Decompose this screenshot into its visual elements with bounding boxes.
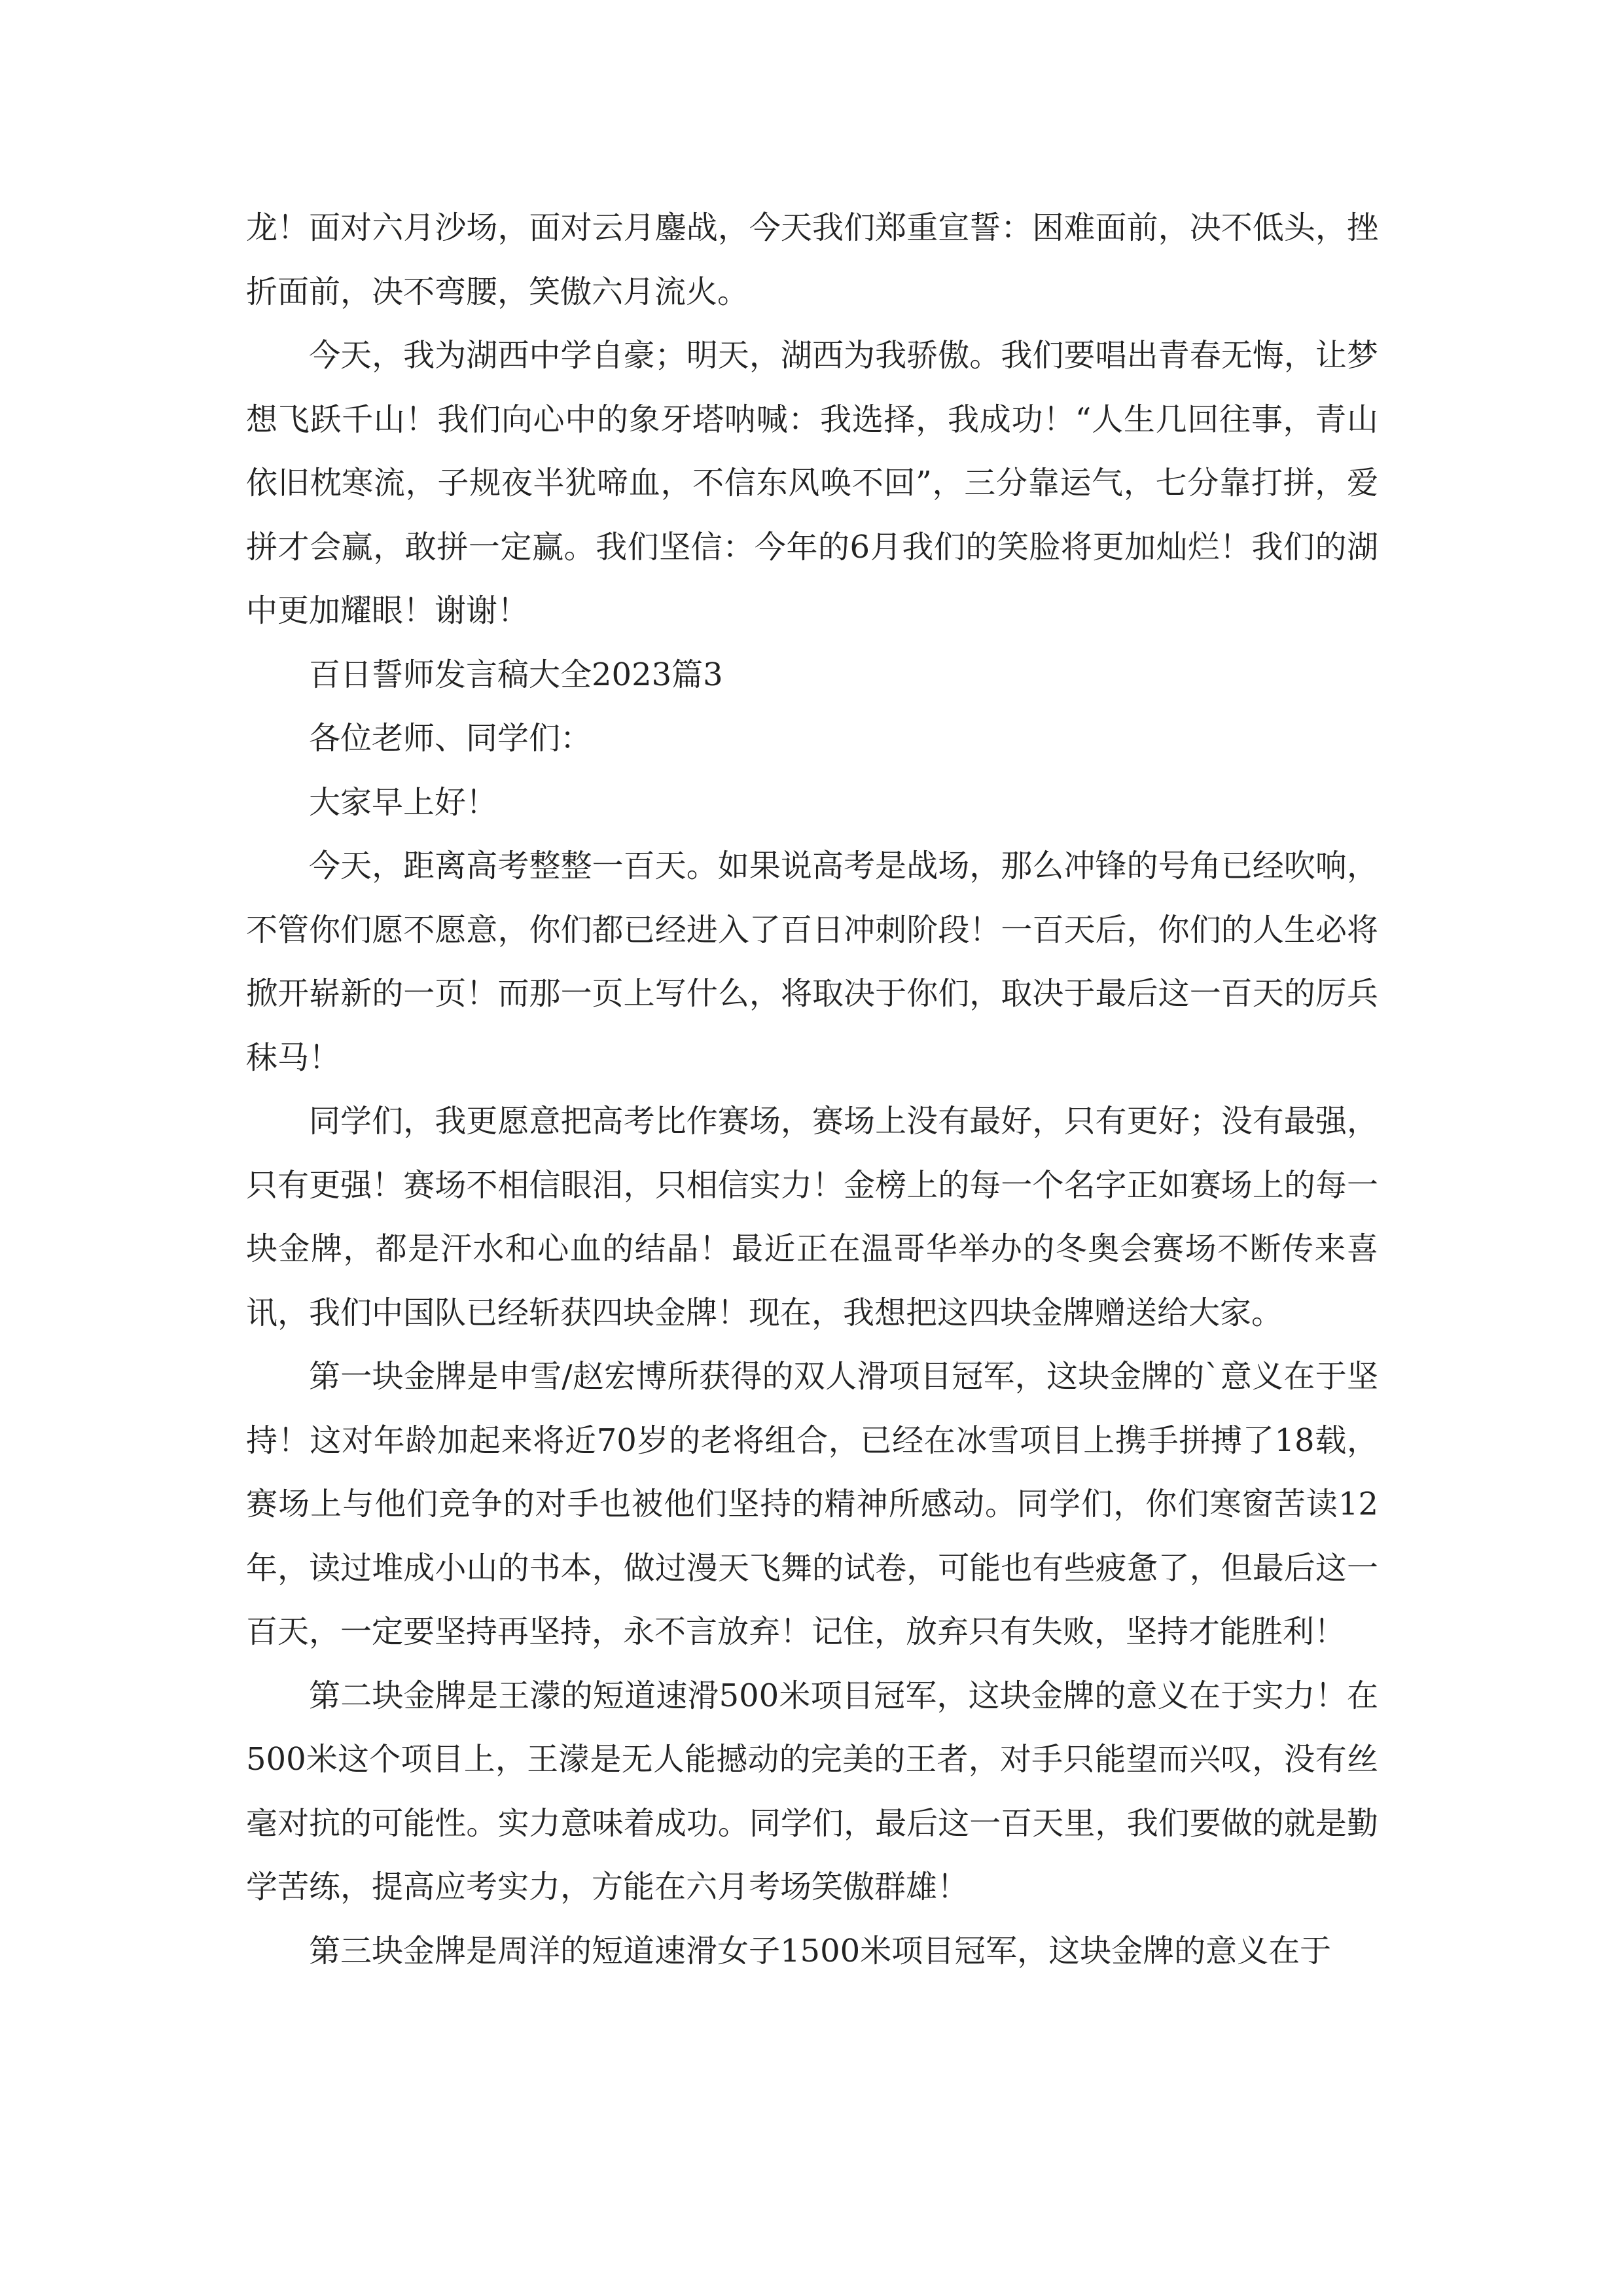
salutation: 各位老师、同学们： xyxy=(309,720,592,757)
greeting: 大家早上好！ xyxy=(309,783,498,821)
paragraph-7: 同学们，我更愿意把高考比作赛场，赛场上没有最好，只有更好；没有最强，只有更强！赛场不相信眼泪，只相信实力！金榜上的每一个名字正如赛场上的每一块金牌，都是汗水和心血的结晶！最近正在温哥华举办的冬奥会赛场不断传来喜讯，我们中国队已经斩获四块金牌！现在，我想把这四块金牌赠送给大家。 xyxy=(246,1103,1378,1331)
section-heading: 百日誓师发言稿大全2023篇3 xyxy=(309,656,723,693)
paragraph-9: 第二块金牌是王濛的短道速滑500米项目冠军，这块金牌的意义在于实力！在500米这个项目上，王濛是无人能撼动的完美的王者，对手只能望而兴叹，没有丝毫对抗的可能性。实力意味着成功。同学们，最后这一百天里，我们要做的就是勤学苦练，提高应考实力，方能在六月考场笑傲群雄！ xyxy=(246,1677,1378,1905)
paragraph-8: 第一块金牌是申雪/赵宏博所获得的双人滑项目冠军，这块金牌的`意义在于坚持！这对年龄加起来将近70岁的老将组合，已经在冰雪项目上携手拼搏了18载，赛场上与他们竞争的对手也被他们坚持的精神所感动。同学们，你们寒窗苦读12年，读过堆成小山的书本，做过漫天飞舞的试卷，可能也有些疲惫了，但最后这一百天，一定要坚持再坚持，永不言放弃！记住，放弃只有失败，坚持才能胜利！ xyxy=(246,1358,1378,1650)
paragraph-2: 今天，我为湖西中学自豪；明天，湖西为我骄傲。我们要唱出青春无悔，让梦想飞跃千山！我们向心中的象牙塔呐喊：我选择，我成功！“人生几回往事，青山依旧枕寒流，子规夜半犹啼血，不信东风唤不回”，三分靠运气，七分靠打拼，爱拼才会赢，敢拼一定赢。我们坚信：今年的6月我们的笑脸将更加灿烂！我们的湖中更加耀眼！谢谢！ xyxy=(246,337,1378,629)
paragraph-6: 今天，距离高考整整一百天。如果说高考是战场，那么冲锋的号角已经吹响，不管你们愿不愿意，你们都已经进入了百日冲刺阶段！一百天后，你们的人生必将掀开崭新的一页！而那一页上写什么，将取决于你们，取决于最后这一百天的厉兵秣马！ xyxy=(246,848,1378,1076)
paragraph-1: 龙！面对六月沙场，面对云月鏖战，今天我们郑重宣誓：困难面前，决不低头，挫折面前，决不弯腰，笑傲六月流火。 xyxy=(246,209,1378,310)
document-body xyxy=(246,196,1378,1983)
paragraph-10: 第三块金牌是周洋的短道速滑女子1500米项目冠军，这块金牌的意义在于 xyxy=(309,1932,1332,1969)
